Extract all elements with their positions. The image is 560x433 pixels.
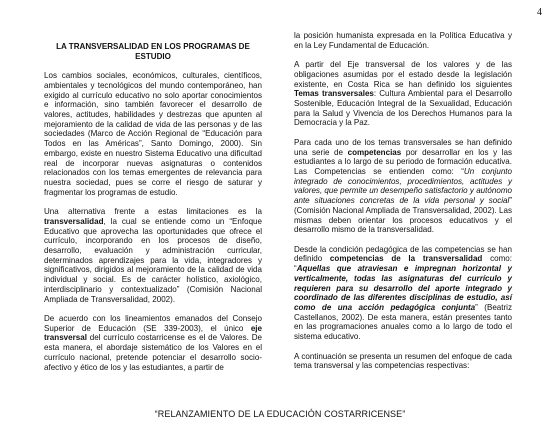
text-run: Una alternativa frente a estas limitaciones es la	[44, 207, 262, 217]
right-paragraph-1: la posición humanista expresada en la Política Educativa y en la Ley Fundamental de Educación.	[294, 31, 512, 50]
left-column	[44, 26, 262, 382]
text-run: Desde la condición pedagógica de las competencias se han definido	[294, 244, 512, 264]
text-run: De acuerdo con los lineamientos emanados del Consejo Superior de Educación (SE 339-2003), el único	[44, 314, 262, 333]
text-run: del currículo costarricense es el de Valores. De esta manera, el abordaje sistemático de los Valores en el currículo nacional, pretende potenciar el desarrollo socio-afectivo y ético de los y las estudiantes, a partir de	[44, 333, 262, 372]
page-footer: “RELANZAMIENTO DE LA EDUCACIÓN COSTARRICENSE”	[154, 409, 406, 419]
right-column	[294, 31, 512, 381]
bold-term-temas-transversales: Temas transversales	[294, 89, 374, 99]
right-paragraph-2	[294, 60, 512, 128]
right-paragraph-3	[294, 138, 512, 235]
text-run: , la cual se entiende como un “Enfoque Educativo que aprovecha las oportunidades que ofrece el currículo, incorporando en los procesos de diseño, desarrollo, evaluación y administración curricular, determinados aprendizajes para la vida, integradores y significativos, dirigidos al mejoramiento de la calidad de vida individual y social. Es de carácter holístico, axiológico, interdisciplinario y contextualizado” (Comisión Nacional Ampliada de Transversalidad, 2002).	[44, 216, 262, 304]
bold-term-competencias: competencias	[347, 147, 402, 157]
italic-quote-competencias: Un conjunto integrado de conocimientos, procedimientos, actitudes y valores, que permite un desempeño satisfactorio y autónomo ante situaciones concretas de la vida personal y social	[294, 167, 513, 206]
text-run: como: “	[294, 254, 512, 274]
text-run: : Cultura Ambiental para el Desarrollo Sostenible, Educación Integral de la Sexualidad, Educación para la Salud y Vivencia de los Derechos Humanos para la Democracia y la Paz.	[294, 89, 513, 128]
text-run: ” (Beatriz Castellanos, 2002). De esta manera, están presentes tanto en las programaciones anuales como a lo largo de todo el sistema educativo.	[294, 303, 512, 342]
page-number: 4	[537, 7, 542, 18]
right-paragraph-5: A continuación se presenta un resumen del enfoque de cada tema transversal y las competencias respectivas:	[294, 351, 512, 371]
left-paragraph-2	[44, 207, 262, 304]
bold-italic-quote: Aquellas que atraviesan e impregnan horizontal y verticalmente, todas las asignaturas del currículo y requieren para su desarrollo del aporte integrado y coordinado de las diferentes disciplinas de estudio, así como de una acción pedagógica conjunta	[294, 264, 512, 313]
text-run: ” (Comisión Nacional Ampliada de Transversalidad, 2002). Las mismas deben orientar los procesos educativos y el desarrollo mismo de la transversalidad.	[294, 196, 512, 235]
right-paragraph-4	[294, 245, 512, 342]
text-run: A partir del Eje transversal de los valores y de las obligaciones asumidas por el estado desde la legislación existente, en Costa Rica se han definido los siguientes	[294, 60, 512, 89]
text-run: Para cada uno de los temas transversales se han definido una serie de	[294, 137, 512, 157]
left-paragraph-3	[44, 314, 262, 372]
text-run: por desarrollar en los y las estudiantes a lo largo de su periodo de formación educativa. Las Competencias se entienden como: “	[294, 147, 512, 176]
bold-term-competencias-transversalidad: competencias de la transversalidad	[329, 254, 483, 264]
bold-term-eje-transversal: eje transversal	[44, 323, 262, 343]
left-paragraph-1: Los cambios sociales, económicos, culturales, científicos, ambientales y tecnológicos del mundo contemporáneo, han exigido al currículo educativo no solo aportar conocimientos e información, sino también favorecer el desarrollo de valores, actitudes, habilidades y destrezas que apunten al mejoramiento de la calidad de vida de las personas y de las sociedades (Marco de Acción Regional de “Educación para Todos en las Américas”, Santo Domingo, 2000). Sin embargo, existe en nuestro Sistema Educativo una dificultad real de incorporar nuevas asignaturas o contenidos relacionados con los temas emergentes de relevancia para nuestra sociedad, pues se corre el riesgo de saturar y fragmentar los programas de estudio.	[44, 71, 262, 197]
bold-term-transversalidad: transversalidad	[44, 216, 104, 226]
section-title: LA TRANSVERSALIDAD EN LOS PROGRAMAS DE ESTUDIO	[56, 42, 250, 61]
